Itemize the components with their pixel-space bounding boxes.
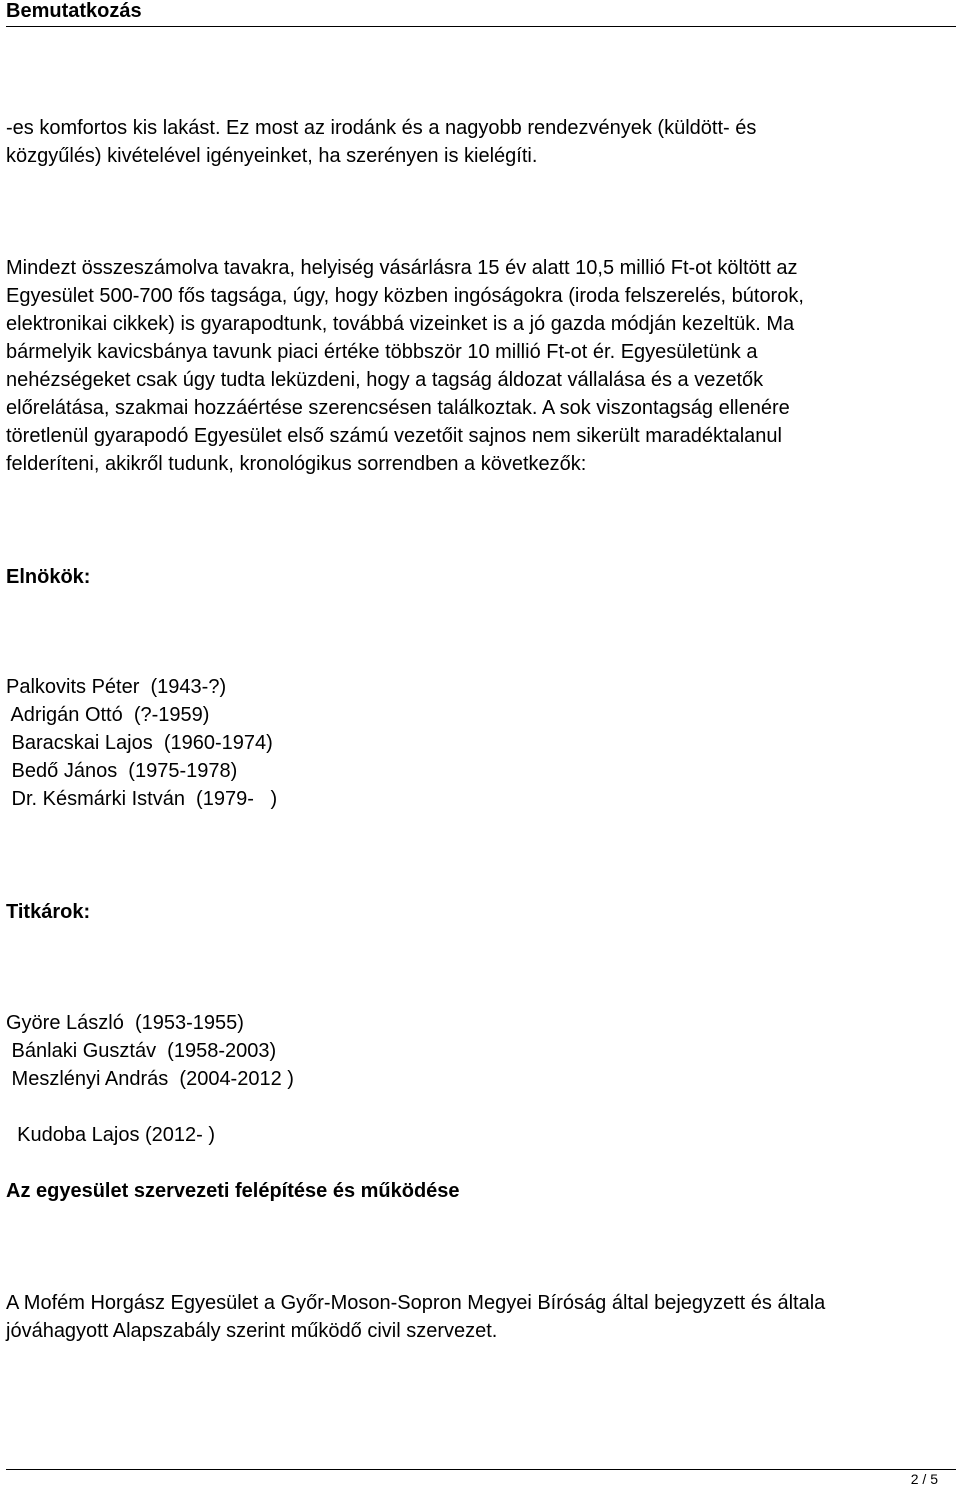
header-title: Bemutatkozás xyxy=(6,0,142,22)
list-item: Palkovits Péter (1943-?) xyxy=(6,676,227,698)
header-divider xyxy=(6,26,956,27)
list-item: Dr. Késmárki István (1979- ) xyxy=(6,788,278,810)
history-line: előrelátása, szakmai hozzáértése szerencsésen találkoztak. A sok viszontagság ellenére xyxy=(6,397,790,419)
footer-divider xyxy=(6,1469,956,1470)
page-number: 2 / 5 xyxy=(910,1471,938,1487)
intro-line: -es komfortos kis lakást. Ez most az irodánk és a nagyobb rendezvények (küldött- és xyxy=(6,117,757,139)
intro-line: közgyűlés) kivételével igényeinket, ha szerényen is kielégíti. xyxy=(6,145,538,167)
presidents-heading: Elnökök: xyxy=(6,566,91,588)
history-line: bármelyik kavicsbánya tavunk piaci értéke többször 10 millió Ft-ot ér. Egyesületünk a xyxy=(6,341,758,363)
history-paragraph xyxy=(6,254,956,478)
history-line: elektronikai cikkek) is gyarapodtunk, továbbá vizeinket is a jó gazda módján kezeltük. Ma xyxy=(6,313,795,335)
history-line: nehézségeket csak úgy tudta leküzdeni, hogy a tagság áldozat vállalása és a vezetők xyxy=(6,369,764,391)
organization-paragraph xyxy=(6,1289,956,1345)
list-item: Meszlényi András (2004-2012 ) xyxy=(6,1068,294,1090)
list-item: Adrigán Ottó (?-1959) xyxy=(6,704,210,726)
history-line: Mindezt összeszámolva tavakra, helyiség vásárlásra 15 év alatt 10,5 millió Ft-ot költött az xyxy=(6,257,798,279)
organization-line: jóváhagyott Alapszabály szerint működő civil szervezet. xyxy=(6,1320,498,1342)
history-line: töretlenül gyarapodó Egyesület első számú vezetőit sajnos nem sikerült maradéktalanul xyxy=(6,425,782,447)
list-item: Baracskai Lajos (1960-1974) xyxy=(6,732,273,754)
secretaries-last-item xyxy=(6,1121,215,1149)
list-item: Györe László (1953-1955) xyxy=(6,1012,244,1034)
secretaries-heading: Titkárok: xyxy=(6,901,91,923)
history-line: Egyesület 500-700 fős tagsága, úgy, hogy közben ingóságokra (iroda felszerelés, bútorok, xyxy=(6,285,804,307)
intro-paragraph xyxy=(6,114,956,170)
history-line: felderíteni, akikről tudunk, kronológikus sorrendben a következők: xyxy=(6,453,587,475)
list-item: Kudoba Lajos (2012- ) xyxy=(6,1124,216,1146)
list-item: Bedő János (1975-1978) xyxy=(6,760,238,782)
secretaries-list xyxy=(6,1009,294,1093)
organization-line: A Mofém Horgász Egyesület a Győr-Moson-Sopron Megyei Bíróság által bejegyzett és általa xyxy=(6,1292,826,1314)
organization-heading: Az egyesület szervezeti felépítése és működése xyxy=(6,1180,460,1202)
list-item: Bánlaki Gusztáv (1958-2003) xyxy=(6,1040,277,1062)
presidents-list xyxy=(6,673,277,813)
